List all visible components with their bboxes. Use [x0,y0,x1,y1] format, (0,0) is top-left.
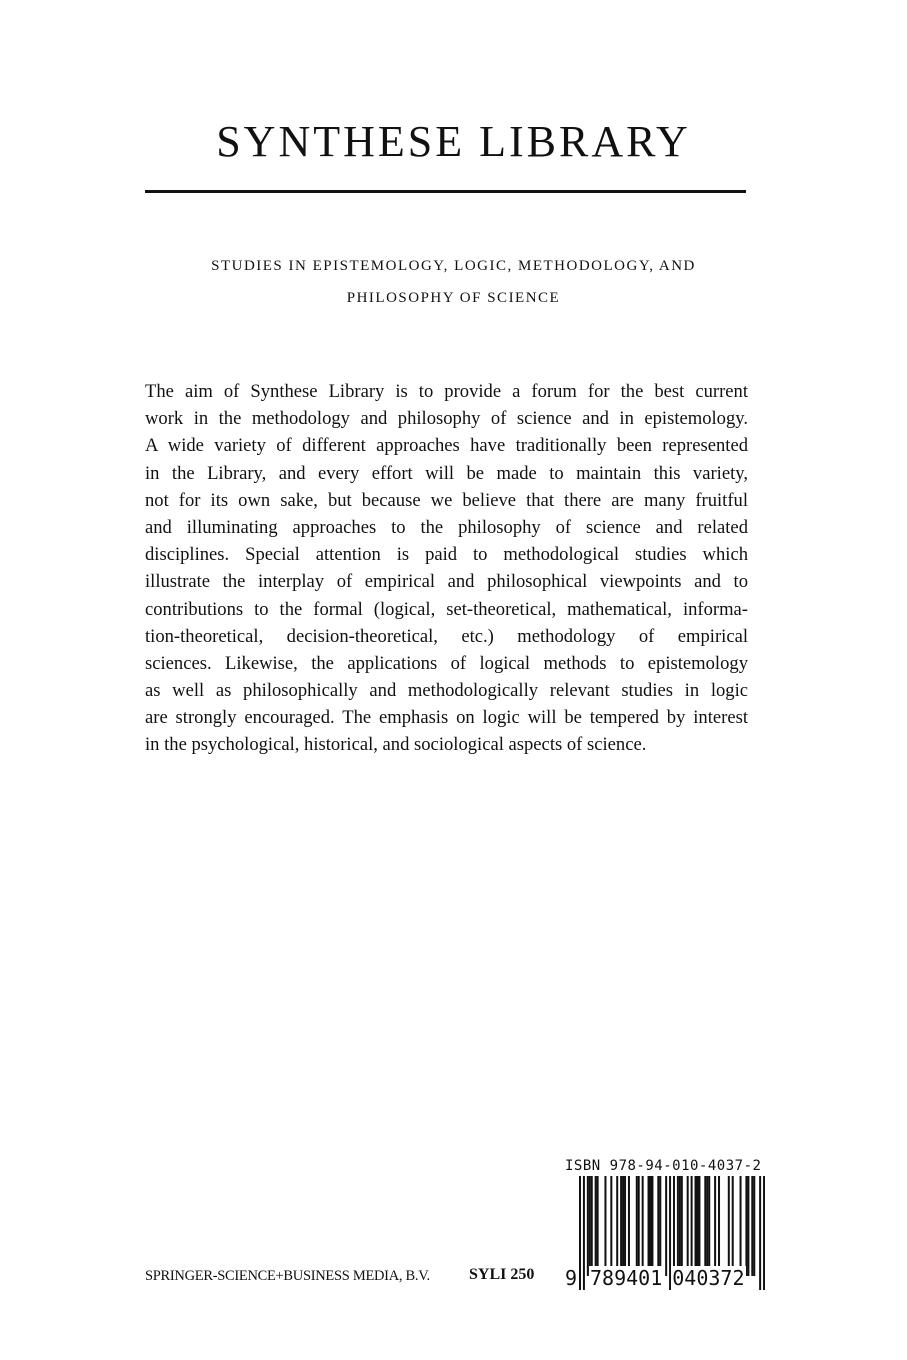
barcode-bar [740,1176,742,1276]
barcode-digits [565,1266,746,1290]
subtitle-line: STUDIES IN EPISTEMOLOGY, LOGIC, METHODOLOGY, AND [211,258,696,274]
description-line: in the Library, and every effort will be made to maintain this variety, [145,462,748,484]
barcode-bar [687,1176,689,1276]
barcode-bar [616,1176,618,1276]
barcode-bar [691,1176,693,1276]
series-code: SYLI 250 [469,1266,535,1283]
barcode-bar [732,1176,734,1276]
barcode-bar [679,1176,681,1276]
barcode-bar [708,1176,710,1276]
barcode-first-digit: 9 [565,1266,578,1290]
description-line: as well as philosophically and methodologically relevant studies in logic [145,680,748,702]
barcode-bar [651,1176,653,1276]
barcode-bar [714,1176,716,1276]
description-line: are strongly encouraged. The emphasis on logic will be tempered by interest [145,707,748,729]
barcode-bar [759,1176,761,1290]
barcode-bar [698,1176,700,1276]
barcode-bar [620,1176,622,1276]
barcode-bar [728,1176,730,1276]
barcode-bar [681,1176,683,1276]
barcode-bar [636,1176,638,1276]
description-line: The aim of Synthese Library is to provide a forum for the best current [145,381,748,402]
description-line: A wide variety of different approaches have traditionally been represented [145,435,748,457]
barcode-bar [753,1176,755,1276]
barcode-bar [628,1176,630,1276]
description-line: not for its own sake, but because we believe that there are many fruitful [145,489,748,511]
barcode-right-group: 040372 [672,1266,745,1290]
barcode-bar [747,1176,749,1276]
barcode-bar [695,1176,697,1276]
description-line: sciences. Likewise, the applications of logical methods to epistemology [145,652,748,674]
barcode-bar [648,1176,650,1276]
barcode-bar [696,1176,698,1276]
barcode-bar [751,1176,753,1276]
title-rule [145,190,746,193]
barcode-bar [595,1176,597,1276]
barcode-bar [589,1176,591,1276]
barcode-bar [706,1176,708,1276]
barcode-bar [665,1176,667,1276]
barcode-bar [604,1176,606,1276]
isbn-label: ISBN 978-94-010-4037-2 [565,1158,762,1174]
barcode-bar [622,1176,624,1276]
description-line: in the psychological, historical, and sociological aspects of science. [145,734,647,756]
barcode-bar [597,1176,599,1276]
description-line: tion-theoretical, decision-theoretical, etc.) methodology of empirical [145,625,748,647]
barcode-bar [704,1176,706,1276]
barcode-bar [745,1176,747,1276]
barcode-bar [642,1176,644,1276]
barcode-bar [718,1176,720,1276]
series-title: SYNTHESE LIBRARY [216,117,691,166]
subtitle-line: PHILOSOPHY OF SCIENCE [346,290,561,306]
barcode-bar [610,1176,612,1276]
barcode-bar [624,1176,626,1276]
description-line: work in the methodology and philosophy of science and in epistemology. [145,408,748,430]
barcode-bar [677,1176,679,1276]
description-line: contributions to the formal (logical, set-theoretical, mathematical, informa- [145,598,748,620]
series-description [145,378,748,759]
barcode-left-group: 789401 [590,1266,663,1290]
barcode-bar [649,1176,651,1276]
barcode-bar [587,1176,589,1276]
description-line: illustrate the interplay of empirical and philosophical viewpoints and to [145,571,748,593]
barcode-bar [638,1176,640,1276]
series-subtitle [100,250,807,314]
barcode-bar [657,1176,659,1276]
barcode-bar [591,1176,593,1276]
barcode-bar [763,1176,765,1290]
description-line: disciplines. Special attention is paid to methodological studies which [145,544,748,566]
description-line: and illuminating approaches to the philosophy of science and related [145,516,748,538]
publisher-name: SPRINGER-SCIENCE+BUSINESS MEDIA, B.V. [145,1268,430,1284]
barcode-bar [659,1176,661,1276]
